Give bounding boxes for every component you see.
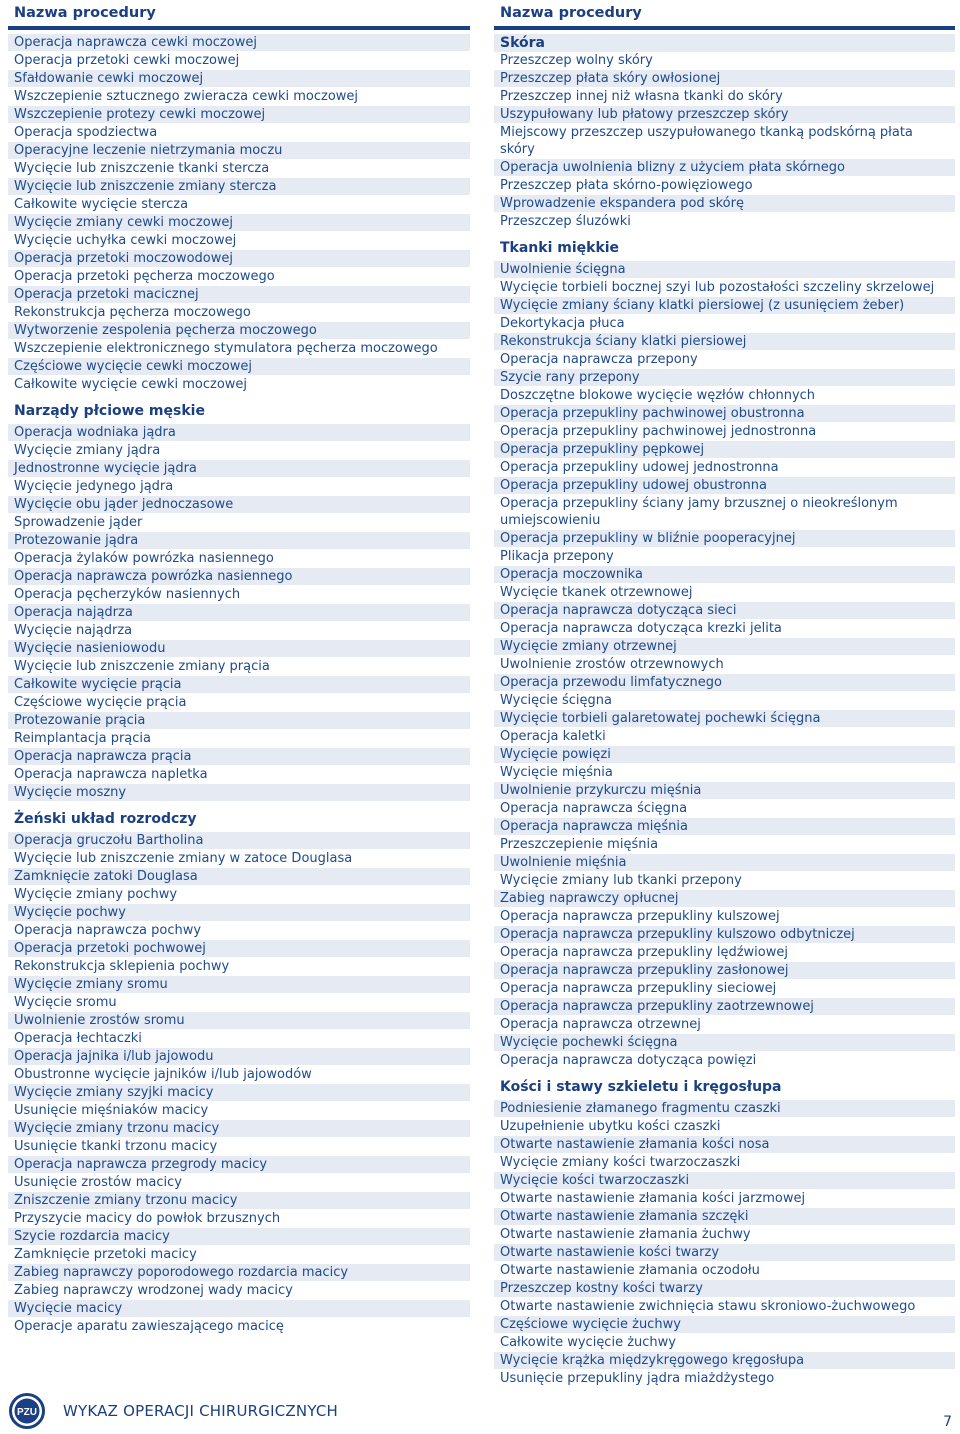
- procedure-row: Szycie rany przepony: [494, 369, 955, 387]
- pzu-logo: [9, 1393, 45, 1429]
- procedure-row: Uwolnienie zrostów otrzewnowych: [494, 656, 955, 674]
- procedure-row: Wycięcie krążka międzykręgowego kręgosłupa: [494, 1352, 955, 1370]
- procedure-row: Całkowite wycięcie żuchwy: [494, 1334, 955, 1352]
- procedure-row: Otwarte nastawienie złamania kości nosa: [494, 1136, 955, 1154]
- procedure-row: Wycięcie mięśnia: [494, 764, 955, 782]
- procedure-row: Otwarte nastawienie złamania żuchwy: [494, 1226, 955, 1244]
- procedure-row: Wycięcie lub zniszczenie tkanki stercza: [8, 160, 470, 178]
- procedure-row: Usunięcie zrostów macicy: [8, 1174, 470, 1192]
- section-title: Kości i stawy szkieletu i kręgosłupa: [500, 1079, 782, 1095]
- procedure-row: Sprowadzenie jąder: [8, 514, 470, 532]
- procedure-row: Częściowe wycięcie cewki moczowej: [8, 358, 470, 376]
- procedure-row: Wycięcie zmiany otrzewnej: [494, 638, 955, 656]
- procedure-row: Wycięcie pochwy: [8, 904, 470, 922]
- procedure-row: Operacja wodniaka jądra: [8, 424, 470, 442]
- left-column: [8, 0, 470, 1336]
- procedure-row: Reimplantacja prącia: [8, 730, 470, 748]
- procedure-list: [8, 424, 470, 802]
- procedure-row: Protezowanie jądra: [8, 532, 470, 550]
- procedure-row: Wprowadzenie ekspandera pod skórę: [494, 195, 955, 213]
- procedure-row: Operacja naprawcza napletka: [8, 766, 470, 784]
- procedure-row: Wycięcie uchyłka cewki moczowej: [8, 232, 470, 250]
- procedure-row: Obustronne wycięcie jajników i/lub jajowodów: [8, 1066, 470, 1084]
- procedure-row: Otwarte nastawienie zwichnięcia stawu skroniowo-żuchwowego: [494, 1298, 955, 1316]
- procedure-row: Operacja przepukliny udowej jednostronna: [494, 459, 955, 477]
- procedure-row: Operacja naprawcza przepukliny sieciowej: [494, 980, 955, 998]
- procedure-row: Operacja naprawcza powrózka nasiennego: [8, 568, 470, 586]
- procedure-row: Wycięcie tkanek otrzewnowej: [494, 584, 955, 602]
- procedure-row: Wycięcie zmiany pochwy: [8, 886, 470, 904]
- procedure-row: Otwarte nastawienie kości twarzy: [494, 1244, 955, 1262]
- procedure-row: Operacja przepukliny pachwinowej jednostronna: [494, 423, 955, 441]
- procedure-row: Wycięcie zmiany kości twarzoczaszki: [494, 1154, 955, 1172]
- procedure-row: Operacja naprawcza cewki moczowej: [8, 34, 470, 52]
- right-column: [494, 0, 955, 1388]
- procedure-row: Częściowe wycięcie prącia: [8, 694, 470, 712]
- procedure-row: Uszypułowany lub płatowy przeszczep skóry: [494, 106, 955, 124]
- procedure-row: Operacja naprawcza mięśnia: [494, 818, 955, 836]
- procedure-row: Całkowite wycięcie cewki moczowej: [8, 376, 470, 394]
- section-title: Narządy płciowe męskie: [14, 403, 205, 419]
- procedure-row: Przyszycie macicy do powłok brzusznych: [8, 1210, 470, 1228]
- procedure-row: Operacja przetoki macicznej: [8, 286, 470, 304]
- procedure-row: Zniszczenie zmiany trzonu macicy: [8, 1192, 470, 1210]
- procedure-row: Wycięcie kości twarzoczaszki: [494, 1172, 955, 1190]
- procedure-row: Operacja przepukliny pępkowej: [494, 441, 955, 459]
- procedure-row: Wszczepienie elektronicznego stymulatora pęcherza moczowego: [8, 340, 470, 358]
- procedure-row: Całkowite wycięcie prącia: [8, 676, 470, 694]
- procedure-row: Wytworzenie zespolenia pęcherza moczowego: [8, 322, 470, 340]
- procedure-row: Operacja przetoki pęcherza moczowego: [8, 268, 470, 286]
- procedure-row: Operacja najądrza: [8, 604, 470, 622]
- procedure-row: Wycięcie najądrza: [8, 622, 470, 640]
- procedure-row: Usunięcie tkanki trzonu macicy: [8, 1138, 470, 1156]
- left-column-header: Nazwa procedury: [8, 0, 470, 30]
- procedure-row: Operacja łechtaczki: [8, 1030, 470, 1048]
- procedure-row: Wycięcie lub zniszczenie zmiany stercza: [8, 178, 470, 196]
- procedure-row: Operacja przetoki cewki moczowej: [8, 52, 470, 70]
- procedure-row: Operacja gruczołu Bartholina: [8, 832, 470, 850]
- procedure-row: Dekortykacja płuca: [494, 315, 955, 333]
- procedure-row: Zamknięcie przetoki macicy: [8, 1246, 470, 1264]
- procedure-row: Otwarte nastawienie złamania szczęki: [494, 1208, 955, 1226]
- procedure-row: Operacja spodziectwa: [8, 124, 470, 142]
- procedure-row: Usunięcie mięśniaków macicy: [8, 1102, 470, 1120]
- procedure-row: Operacja naprawcza przepukliny kulszowo odbytniczej: [494, 926, 955, 944]
- procedure-row: Operacja naprawcza przegrody macicy: [8, 1156, 470, 1174]
- section-title: Skóra: [494, 34, 955, 52]
- procedure-row: Operacja moczownika: [494, 566, 955, 584]
- procedure-row: Przeszczep wolny skóry: [494, 52, 955, 70]
- procedure-row: Operacja naprawcza ścięgna: [494, 800, 955, 818]
- procedure-row: Przeszczep płata skórno-powięziowego: [494, 177, 955, 195]
- procedure-row: Operacja naprawcza dotycząca krezki jelita: [494, 620, 955, 638]
- section-title: Żeński układ rozrodczy: [14, 811, 197, 827]
- procedure-row: Uwolnienie zrostów sromu: [8, 1012, 470, 1030]
- procedure-row: Uzupełnienie ubytku kości czaszki: [494, 1118, 955, 1136]
- procedure-row: Uwolnienie ścięgna: [494, 261, 955, 279]
- procedure-row: Miejscowy przeszczep uszypułowanego tkanką podskórną płata skóry: [494, 124, 955, 159]
- procedure-row: Operacja przepukliny pachwinowej obustronna: [494, 405, 955, 423]
- procedure-row: Operacja uwolnienia blizny z użyciem płata skórnego: [494, 159, 955, 177]
- procedure-row: Sfałdowanie cewki moczowej: [8, 70, 470, 88]
- procedure-row: Operacyjne leczenie nietrzymania moczu: [8, 142, 470, 160]
- procedure-row: Operacja naprawcza przepony: [494, 351, 955, 369]
- procedure-row: Zabieg naprawczy opłucnej: [494, 890, 955, 908]
- procedure-row: Zabieg naprawczy poporodowego rozdarcia macicy: [8, 1264, 470, 1282]
- procedure-row: Operacja przewodu limfatycznego: [494, 674, 955, 692]
- procedure-row: Wycięcie zmiany lub tkanki przepony: [494, 872, 955, 890]
- page-number: 7: [943, 1414, 952, 1430]
- procedure-row: Wycięcie nasieniowodu: [8, 640, 470, 658]
- procedure-row: Wycięcie ścięgna: [494, 692, 955, 710]
- procedure-row: Operacja naprawcza prącia: [8, 748, 470, 766]
- procedure-row: Otwarte nastawienie złamania kości jarzmowej: [494, 1190, 955, 1208]
- section: [8, 398, 470, 802]
- procedure-row: Otwarte nastawienie złamania oczodołu: [494, 1262, 955, 1280]
- procedure-row: Wycięcie lub zniszczenie zmiany prącia: [8, 658, 470, 676]
- right-sections: [494, 34, 955, 1388]
- procedure-row: Doszczętne blokowe wycięcie węzłów chłonnych: [494, 387, 955, 405]
- procedure-row: Operacja naprawcza dotycząca powięzi: [494, 1052, 955, 1070]
- procedure-row: Wycięcie zmiany ściany klatki piersiowej (z usunięciem żeber): [494, 297, 955, 315]
- logo-text: PZU: [17, 1407, 37, 1418]
- right-column-header: Nazwa procedury: [494, 0, 955, 30]
- left-sections: [8, 34, 470, 1336]
- procedure-row: Operacja przetoki pochwowej: [8, 940, 470, 958]
- procedure-row: Operacja przepukliny udowej obustronna: [494, 477, 955, 495]
- procedure-row: Szycie rozdarcia macicy: [8, 1228, 470, 1246]
- procedure-row: Podniesienie złamanego fragmentu czaszki: [494, 1100, 955, 1118]
- procedure-row: Operacja przepukliny ściany jamy brzusznej o nieokreślonym umiejscowieniu: [494, 495, 955, 530]
- procedure-row: Operacja naprawcza pochwy: [8, 922, 470, 940]
- procedure-row: Jednostronne wycięcie jądra: [8, 460, 470, 478]
- procedure-row: Wycięcie torbieli galaretowatej pochewki ścięgna: [494, 710, 955, 728]
- procedure-row: Operacja przetoki moczowodowej: [8, 250, 470, 268]
- procedure-row: Wszczepienie protezy cewki moczowej: [8, 106, 470, 124]
- procedure-row: Wycięcie zmiany cewki moczowej: [8, 214, 470, 232]
- section: [8, 34, 470, 394]
- procedure-row: Plikacja przepony: [494, 548, 955, 566]
- procedure-row: Wszczepienie sztucznego zwieracza cewki moczowej: [8, 88, 470, 106]
- procedure-row: Uwolnienie przykurczu mięśnia: [494, 782, 955, 800]
- procedure-row: Wycięcie zmiany jądra: [8, 442, 470, 460]
- procedure-row: Operacja naprawcza przepukliny lędźwiowej: [494, 944, 955, 962]
- procedure-row: Operacja naprawcza przepukliny zaotrzewnowej: [494, 998, 955, 1016]
- procedure-row: Wycięcie torbieli bocznej szyi lub pozostałości szczeliny skrzelowej: [494, 279, 955, 297]
- procedure-row: Operacja jajnika i/lub jajowodu: [8, 1048, 470, 1066]
- procedure-row: Operacja pęcherzyków nasiennych: [8, 586, 470, 604]
- procedure-row: Usunięcie przepukliny jądra miażdżystego: [494, 1370, 955, 1388]
- section-title: Tkanki miękkie: [500, 240, 620, 256]
- procedure-row: Wycięcie sromu: [8, 994, 470, 1012]
- procedure-row: Przeszczep płata skóry owłosionej: [494, 70, 955, 88]
- procedure-row: Przeszczepienie mięśnia: [494, 836, 955, 854]
- procedure-row: Wycięcie moszny: [8, 784, 470, 802]
- procedure-row: Zamknięcie zatoki Douglasa: [8, 868, 470, 886]
- procedure-row: Operacja naprawcza przepukliny kulszowej: [494, 908, 955, 926]
- procedure-row: Całkowite wycięcie stercza: [8, 196, 470, 214]
- procedure-row: Operacja naprawcza otrzewnej: [494, 1016, 955, 1034]
- procedure-row: Wycięcie zmiany sromu: [8, 976, 470, 994]
- procedure-row: Uwolnienie mięśnia: [494, 854, 955, 872]
- procedure-row: Wycięcie zmiany trzonu macicy: [8, 1120, 470, 1138]
- procedure-row: Rekonstrukcja sklepienia pochwy: [8, 958, 470, 976]
- procedure-row: Operacja przepukliny w bliźnie pooperacyjnej: [494, 530, 955, 548]
- procedure-list: [494, 261, 955, 1070]
- procedure-list: [494, 1100, 955, 1388]
- procedure-list: [8, 34, 470, 394]
- procedure-row: Rekonstrukcja ściany klatki piersiowej: [494, 333, 955, 351]
- procedure-list: [494, 52, 955, 231]
- procedure-row: Wycięcie lub zniszczenie zmiany w zatoce Douglasa: [8, 850, 470, 868]
- procedure-row: Przeszczep kostny kości twarzy: [494, 1280, 955, 1298]
- procedure-row: Wycięcie macicy: [8, 1300, 470, 1318]
- procedure-row: Wycięcie zmiany szyjki macicy: [8, 1084, 470, 1102]
- procedure-row: Zabieg naprawczy wrodzonej wady macicy: [8, 1282, 470, 1300]
- procedure-row: Wycięcie obu jąder jednoczasowe: [8, 496, 470, 514]
- procedure-row: Przeszczep innej niż własna tkanki do skóry: [494, 88, 955, 106]
- section: [494, 34, 955, 231]
- procedure-row: Rekonstrukcja pęcherza moczowego: [8, 304, 470, 322]
- procedure-row: Operacja naprawcza dotycząca sieci: [494, 602, 955, 620]
- section: [8, 806, 470, 1336]
- procedure-row: Operacja kaletki: [494, 728, 955, 746]
- procedure-list: [8, 832, 470, 1336]
- procedure-row: Częściowe wycięcie żuchwy: [494, 1316, 955, 1334]
- section: [494, 235, 955, 1070]
- procedure-row: Operacja naprawcza przepukliny zasłonowej: [494, 962, 955, 980]
- procedure-row: Operacja żylaków powrózka nasiennego: [8, 550, 470, 568]
- procedure-row: Przeszczep śluzówki: [494, 213, 955, 231]
- procedure-row: Wycięcie powięzi: [494, 746, 955, 764]
- procedure-row: Protezowanie prącia: [8, 712, 470, 730]
- procedure-row: Operacje aparatu zawieszającego macicę: [8, 1318, 470, 1336]
- footer-title: WYKAZ OPERACJI CHIRURGICZNYCH: [63, 1402, 339, 1420]
- procedure-row: Wycięcie pochewki ścięgna: [494, 1034, 955, 1052]
- procedure-row: Wycięcie jedynego jądra: [8, 478, 470, 496]
- section: [494, 1074, 955, 1388]
